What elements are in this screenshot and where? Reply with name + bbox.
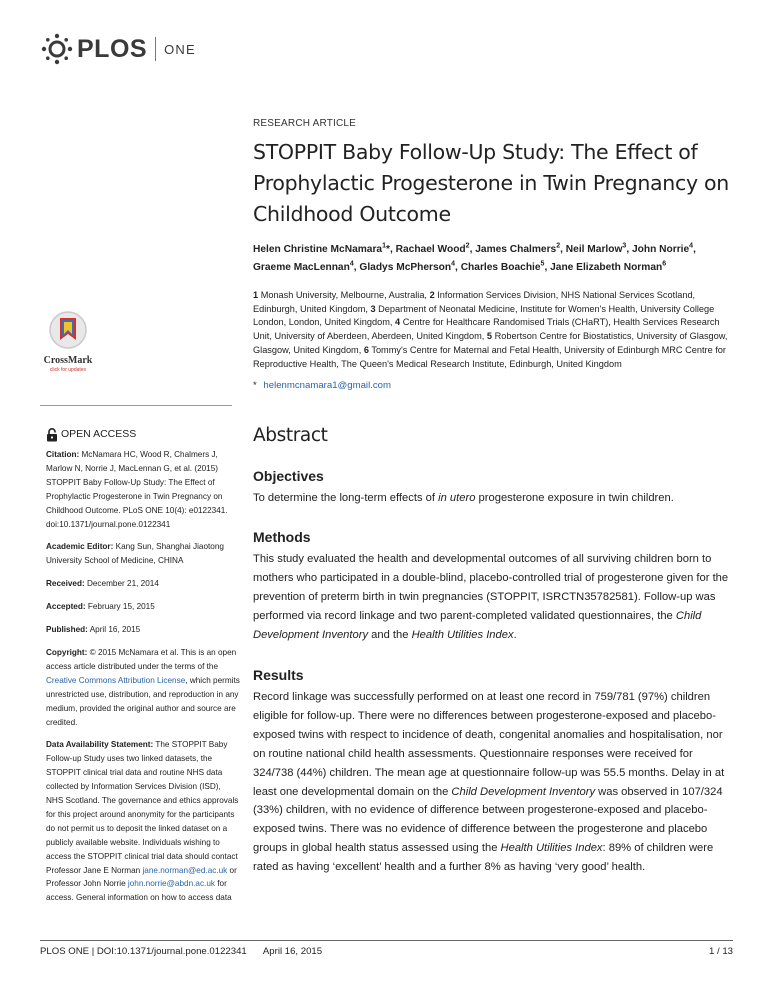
data-availability-text-2: or Professor John Norrie [46, 865, 237, 889]
article-type: RESEARCH ARTICLE [253, 118, 357, 129]
corresponding-email-link[interactable]: helenmcnamara1@gmail.com [263, 379, 391, 391]
crossmark-icon [48, 310, 88, 354]
copyright-text-end: , which permits unrestricted use, distribution, and reproduction in any medium, provided the original author and source are credited. [46, 675, 240, 727]
academic-editor-block [46, 540, 240, 568]
author: Charles Boachie$^5$, [460, 260, 551, 274]
article-sidebar [46, 428, 240, 914]
citation-label: Citation: [46, 450, 80, 459]
journal-name: ONE [164, 41, 196, 57]
footer-journal-doi: PLOS ONE | DOI:10.1371/journal.pone.0122341 [40, 946, 247, 957]
open-access-badge [46, 428, 240, 442]
norman-email-link[interactable]: jane.norman@ed.ac.uk [142, 865, 228, 875]
crossmark-badge[interactable] [40, 310, 96, 373]
accepted-date: February 15, 2015 [87, 602, 155, 612]
norrie-email-link[interactable]: john.norrie@abdn.ac.uk [127, 879, 215, 889]
accepted-label: Accepted: [46, 602, 86, 612]
crossmark-sublabel: click for updates [49, 367, 87, 373]
author: John Norrie$^4$, [631, 243, 696, 256]
copyright-block [46, 646, 240, 729]
results-text: Record linkage was successfully performed on at least one record in 759/781 (97%) children eligible for follow-up. There were no differences between progesterone-exposed and placebo-exposed twins with respect to incidence of death, congenital anomalies and hospitalisation, nor on routine national child health assessments. Questionnaire responses were received for 324/738 (44%) children. The mean age at questionnaire follow-up was 55.5 months. Delay in at least one developmental domain on the Child Development Inventory was observed in 107/324 (33%) children, with no evidence of difference between progesterone-exposed and placebo-exposed twins. There was no evidence of difference between the progesterone and placebo groups in global health status assessed using the Health Utilities Index: 89% of children were rated as having ‘excellent’ health and a further 8% as having ‘very good’ health. [253, 691, 725, 874]
data-availability-label: Data Availability Statement: [46, 740, 154, 750]
author: James Chalmers$^2$, [475, 243, 566, 256]
license-link[interactable]: Creative Commons Attribution License [46, 675, 186, 685]
author: Jane Elizabeth Norman$^6$ [550, 260, 667, 274]
plos-one-logo[interactable] [40, 32, 196, 66]
accepted-block [46, 600, 240, 614]
corr-mark: * [253, 379, 257, 391]
open-access-label: OPEN ACCESS [61, 428, 137, 441]
objectives-text: To determine the long-term effects of in utero progesterone exposure in twin children. [253, 491, 674, 504]
author: Neil Marlow$^3$, [565, 243, 632, 256]
received-date: December 21, 2014 [86, 579, 159, 589]
citation-block [46, 448, 240, 531]
open-lock-icon [46, 428, 58, 442]
objectives-heading: Objectives [253, 467, 324, 484]
author: Gladys McPherson$^4$, [359, 260, 461, 274]
methods-text: This study evaluated the health and developmental outcomes of all surviving children born to mothers who participated in a double-blind, placebo-controlled trial of progesterone given for the prevention of preterm birth in twin pregnancies (STOPPIT, ISRCTN35782581). Follow-up was performed via record linkage and two parent-completed validated questionnaires, the Child Development Inventory and the Health Utilities Index. [253, 553, 729, 642]
results-heading: Results [253, 667, 304, 683]
author-list [253, 240, 733, 276]
page-footer [40, 946, 733, 957]
corresponding-author [253, 380, 733, 391]
copyright-label: Copyright: [46, 647, 88, 657]
author: Rachael Wood$^2$, [395, 243, 476, 256]
sidebar-divider [40, 405, 232, 406]
author: Helen Christine McNamara$^1$*, [253, 243, 396, 256]
logo-divider [155, 37, 156, 61]
editor-text: Kang Sun, Shanghai Jiaotong University School of Medicine, CHINA [46, 542, 224, 566]
footer-date: April 16, 2015 [262, 946, 323, 957]
data-availability-text-3: for access. General information on how to access data [46, 879, 232, 903]
received-label: Received: [46, 579, 85, 589]
editor-label: Academic Editor: [46, 542, 114, 552]
methods-heading: Methods [253, 529, 311, 546]
footer-divider [40, 940, 733, 941]
page-number: 1 / 13 [708, 946, 733, 957]
crossmark-label: CrossMark [43, 355, 93, 366]
published-label: Published: [46, 625, 88, 635]
published-date: April 16, 2015 [89, 625, 141, 635]
citation-text: McNamara HC, Wood R, Chalmers J, Marlow N, Norrie J, MacLennan G, et al. (2015) STOPPIT Baby Follow-Up Study: The Effect of Prophylactic Progesterone in Twin Pregnancy on Childhood Outcome. PLoS ONE 10(4): e0122341. doi:10.1371/journal.pone.0122341 [46, 450, 228, 529]
author: Graeme MacLennan$^4$, [253, 260, 360, 274]
article-main [253, 118, 733, 877]
affiliations: 1 Monash University, Melbourne, Australia, 2 Information Services Division, NHS National Services Scotland, Edinburgh, United Kingdom, 3 Department of Neonatal Medicine, Institute for Women's Health, University College London, London, United Kingdom, 4 Centre for Healthcare Randomised Trials (CHaRT), Health Services Research Unit, University of Aberdeen, Aberdeen, United Kingdom, 5 Robertson Centre for Biostatistics, University of Glasgow, Glasgow, United Kingdom, 6 Tommy's Centre for Maternal and Fetal Health, University of Edinburgh MRC Centre for Reproductive Health, The Queen's Medical Research Institute, Edinburgh, United Kingdom [253, 289, 728, 369]
article-title: STOPPIT Baby Follow-Up Study: The Effect of Prophylactic Progesterone in Twin Pregnancy on Childhood Outcome [253, 140, 729, 226]
received-block [46, 577, 240, 591]
plos-logo-icon [40, 32, 74, 66]
data-availability-text: The STOPPIT Baby Follow-up Study uses two linked datasets, the STOPPIT clinical trial data and routine NHS data collected by Information Services Division (ISD), NHS Scotland. The governance and ethics approvals for this project around anonymity for the participants do not permit us to deposit the linked dataset on a publicly available website. Individuals wishing to access the STOPPIT clinical trial data should contact Professor Jane E Norman [46, 740, 239, 875]
abstract-heading: Abstract [253, 424, 328, 446]
data-availability-block [46, 738, 240, 905]
copyright-text: © 2015 McNamara et al. This is an open access article distributed under the terms of the [46, 647, 237, 671]
published-block [46, 623, 240, 637]
brand-name: PLOS [77, 34, 148, 63]
